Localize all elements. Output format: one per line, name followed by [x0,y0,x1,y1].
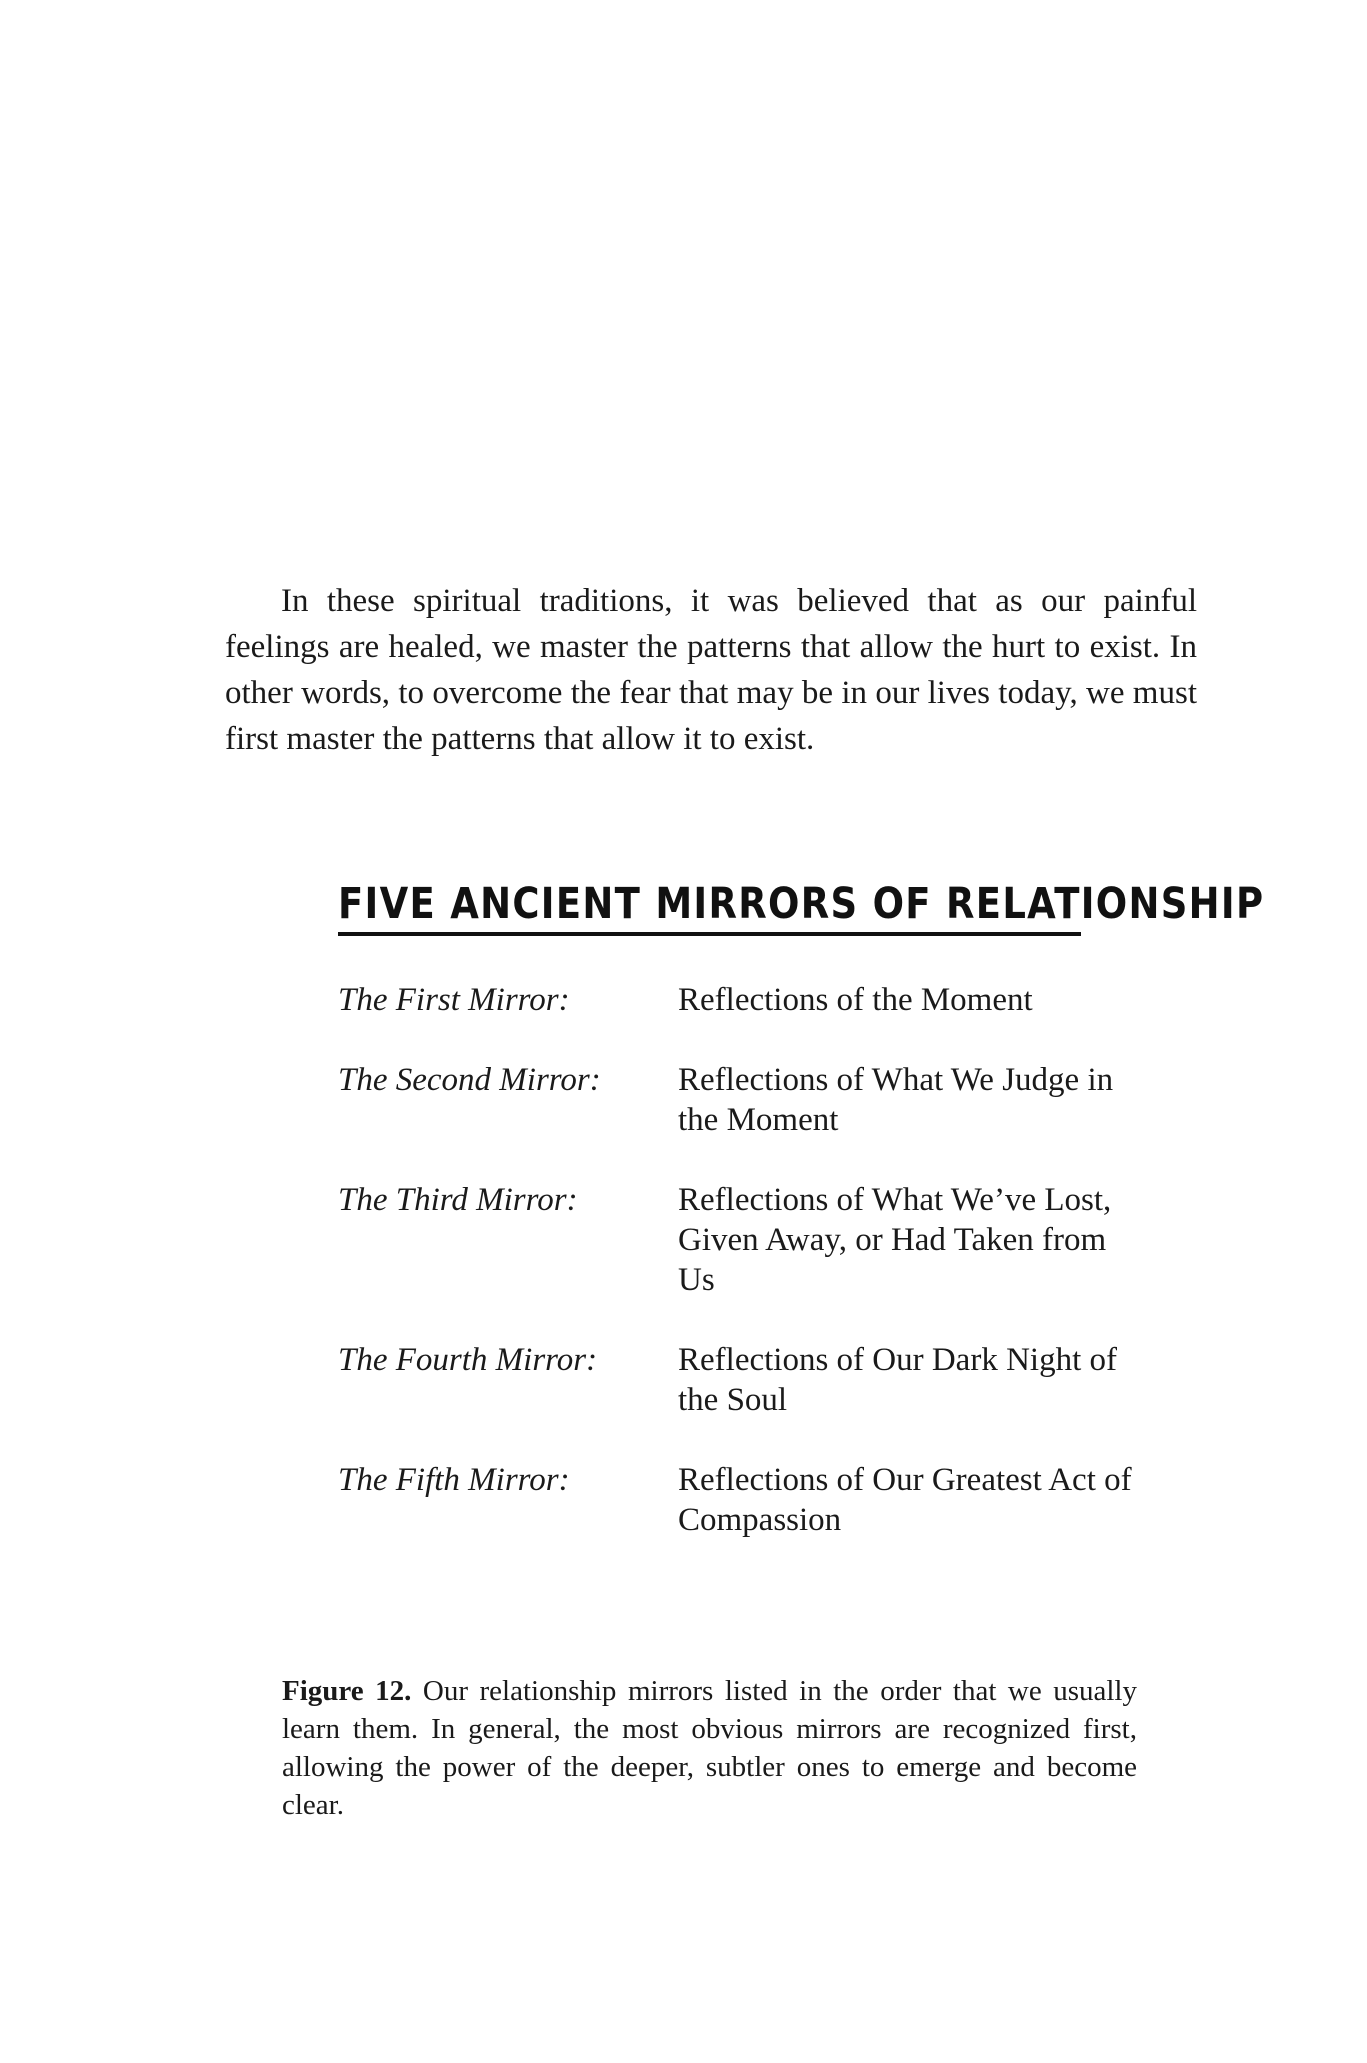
mirror-name: The Fifth Mirror: [338,1462,570,1498]
mirror-description: Reflections of What We’ve Lost, Given Away, or Had Taken from Us [678,1182,1112,1298]
mirror-row-second [338,1060,1158,1140]
mirror-name: The First Mirror: [338,982,570,1018]
mirror-name: The Fourth Mirror: [338,1342,598,1378]
mirror-row-first [338,980,1158,1020]
mirror-description: Reflections of the Moment [678,982,1033,1018]
figure-caption [282,1672,1137,1824]
heading-underline [338,932,1081,936]
mirror-row-third [338,1180,1158,1300]
mirror-row-fourth [338,1340,1158,1420]
mirror-row-fifth [338,1460,1158,1540]
mirror-description: Reflections of Our Dark Night of the Soul [678,1342,1117,1418]
section-heading: FIVE ANCIENT MIRRORS OF RELATIONSHIP [338,879,1265,929]
mirror-description: Reflections of Our Greatest Act of Compassion [678,1462,1132,1538]
mirror-list [338,980,1158,1540]
mirror-description: Reflections of What We Judge in the Moment [678,1062,1114,1138]
mirror-name: The Third Mirror: [338,1182,578,1218]
intro-paragraph: In these spiritual traditions, it was believed that as our painful feelings are healed, we master the patterns that allow the hurt to exist. In other words, to overcome the fear that may be in our lives today, we must first master the patterns that allow it to exist. [225,583,1197,757]
figure-caption-text: Our relationship mirrors listed in the order that we usually learn them. In general, the most obvious mirrors are recognized first, allowing the power of the deeper, subtler ones to emerge and become clear. [282,1675,1137,1821]
mirror-name: The Second Mirror: [338,1062,601,1098]
figure-label: Figure 12. [282,1675,412,1707]
